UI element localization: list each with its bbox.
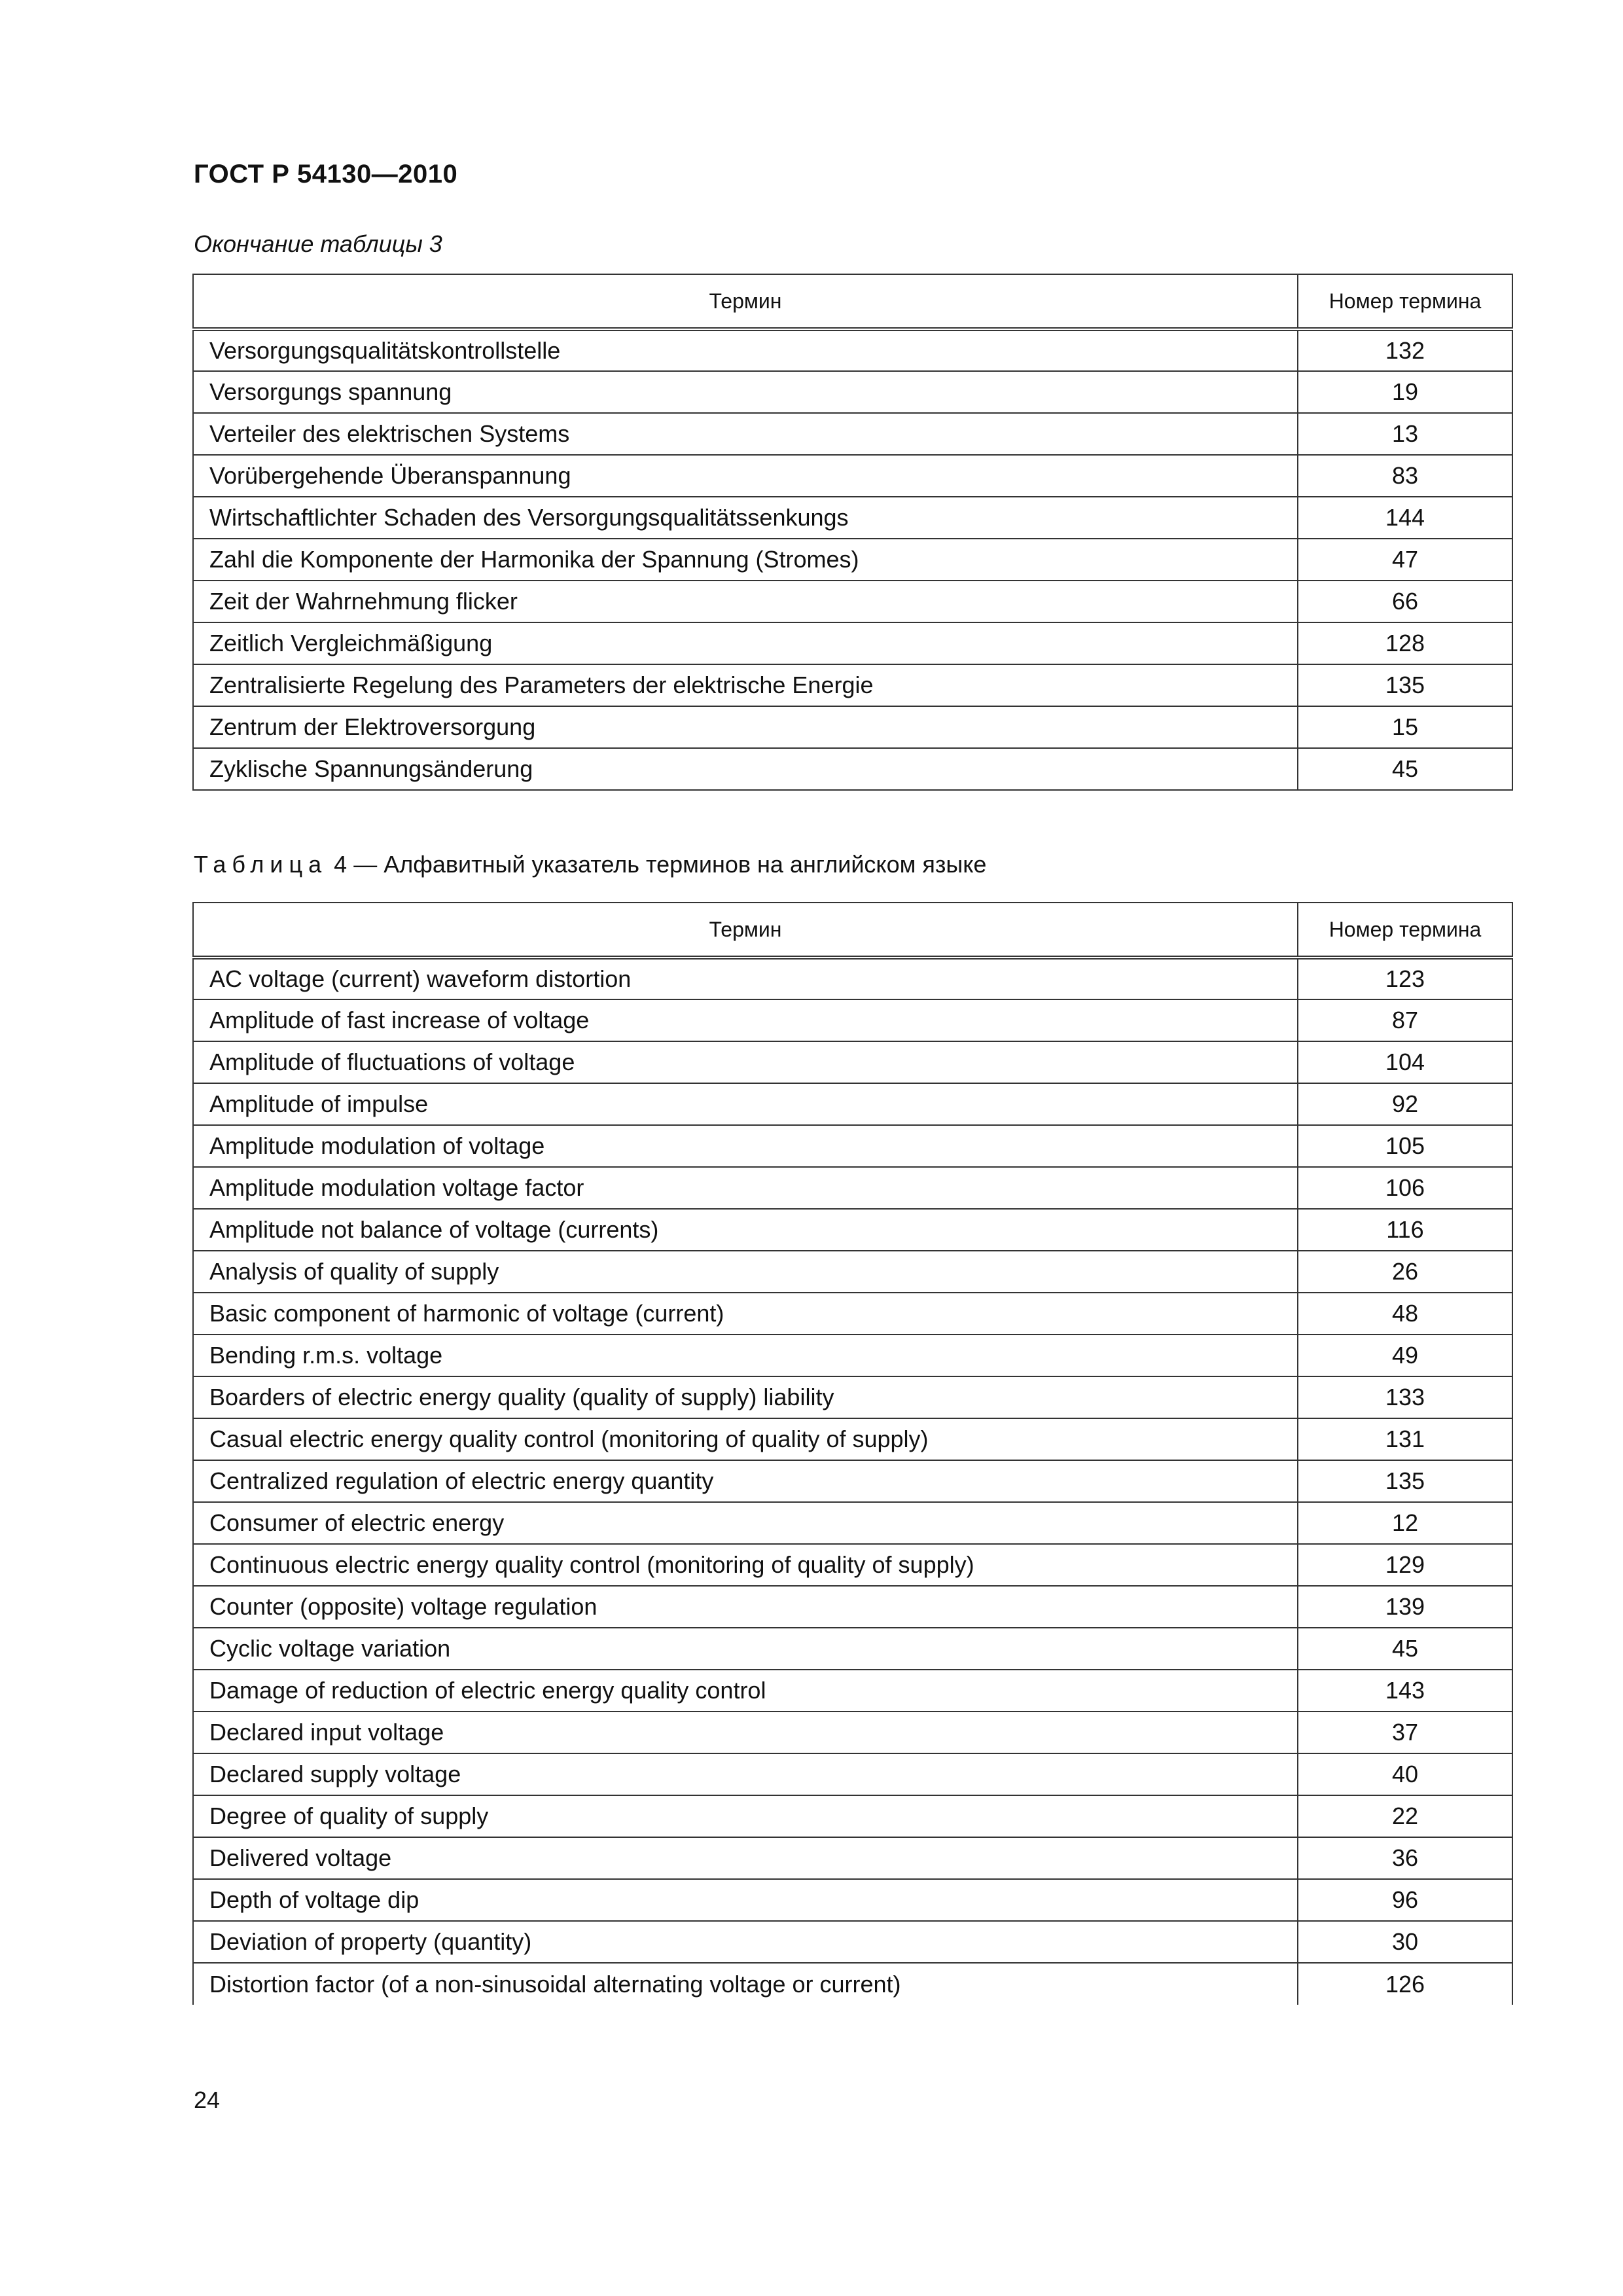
term-cell: Amplitude modulation voltage factor [193,1167,1298,1209]
table-row [193,1879,1512,1921]
table-row [193,1670,1512,1712]
table-row [193,1753,1512,1795]
term-number-cell: 144 [1298,497,1512,539]
term-cell: Declared input voltage [193,1712,1298,1753]
table3 [192,274,1512,791]
term-cell: Amplitude of impulse [193,1083,1298,1125]
term-number-cell: 106 [1298,1167,1512,1209]
term-cell: Casual electric energy quality control (monitoring of quality of supply) [193,1418,1298,1460]
term-number-cell: 45 [1298,748,1512,790]
term-number-cell: 96 [1298,1879,1512,1921]
term-cell: Zeitlich Vergleichmäßigung [193,622,1298,664]
term-number-cell: 135 [1298,664,1512,706]
table-row [193,1083,1512,1125]
table-row [193,581,1512,622]
table-row [193,1125,1512,1167]
table4-header-row [193,903,1512,958]
table-row [193,497,1512,539]
term-cell: Bending r.m.s. voltage [193,1335,1298,1376]
term-cell: Centralized regulation of electric energy quantity [193,1460,1298,1502]
table-row [193,706,1512,748]
table3-header-row [193,274,1512,329]
term-cell: AC voltage (current) waveform distortion [193,958,1298,999]
term-number-cell: 12 [1298,1502,1512,1544]
term-cell: Delivered voltage [193,1837,1298,1879]
term-cell: Zyklische Spannungsänderung [193,748,1298,790]
table-row [193,748,1512,790]
table-row [193,1837,1512,1879]
term-cell: Zeit der Wahrnehmung flicker [193,581,1298,622]
table-row [193,1712,1512,1753]
table4-body [193,958,1512,2005]
term-cell: Damage of reduction of electric energy quality control [193,1670,1298,1712]
term-cell: Degree of quality of supply [193,1795,1298,1837]
table-row [193,1921,1512,1963]
term-number-cell: 83 [1298,455,1512,497]
term-number-cell: 45 [1298,1628,1512,1670]
term-number-cell: 30 [1298,1921,1512,1963]
term-number-cell: 87 [1298,999,1512,1041]
term-cell: Counter (opposite) voltage regulation [193,1586,1298,1628]
term-number-cell: 92 [1298,1083,1512,1125]
term-number-cell: 123 [1298,958,1512,999]
standard-title: ГОСТ Р 54130—2010 [194,160,458,188]
table-row [193,1795,1512,1837]
table-row [193,1460,1512,1502]
term-number-cell: 143 [1298,1670,1512,1712]
term-number-cell: 129 [1298,1544,1512,1586]
table3-header-number: Номер термина [1298,274,1512,329]
table-row [193,1544,1512,1586]
table-row [193,1167,1512,1209]
table4-header-number: Номер термина [1298,903,1512,958]
term-cell: Amplitude of fast increase of voltage [193,999,1298,1041]
table-row [193,664,1512,706]
term-number-cell: 128 [1298,622,1512,664]
term-number-cell: 66 [1298,581,1512,622]
term-number-cell: 104 [1298,1041,1512,1083]
table-row [193,999,1512,1041]
table-row [193,1963,1512,2005]
term-number-cell: 40 [1298,1753,1512,1795]
term-cell: Cyclic voltage variation [193,1628,1298,1670]
table4-caption-text: — Алфавитный указатель терминов на английском языке [353,851,987,878]
term-number-cell: 37 [1298,1712,1512,1753]
page-number: 24 [194,2087,221,2113]
term-cell: Verteiler des elektrischen Systems [193,413,1298,455]
term-cell: Deviation of property (quantity) [193,1921,1298,1963]
table4-caption [194,851,986,878]
term-number-cell: 135 [1298,1460,1512,1502]
table4 [192,902,1512,2005]
table-row [193,1502,1512,1544]
table-row [193,455,1512,497]
term-number-cell: 126 [1298,1963,1512,2005]
term-number-cell: 133 [1298,1376,1512,1418]
table-row [193,539,1512,581]
table-row [193,1586,1512,1628]
table4-caption-number: 4 [334,851,348,878]
term-number-cell: 15 [1298,706,1512,748]
term-cell: Depth of voltage dip [193,1879,1298,1921]
term-number-cell: 49 [1298,1335,1512,1376]
term-cell: Analysis of quality of supply [193,1251,1298,1293]
term-cell: Continuous electric energy quality control (monitoring of quality of supply) [193,1544,1298,1586]
term-cell: Declared supply voltage [193,1753,1298,1795]
term-number-cell: 131 [1298,1418,1512,1460]
table-row [193,1251,1512,1293]
term-number-cell: 26 [1298,1251,1512,1293]
table-row [193,1209,1512,1251]
term-cell: Basic component of harmonic of voltage (current) [193,1293,1298,1335]
table-row [193,958,1512,999]
table-row [193,1628,1512,1670]
term-cell: Versorgungsqualitätskontrollstelle [193,329,1298,371]
table-row [193,1335,1512,1376]
term-number-cell: 48 [1298,1293,1512,1335]
term-cell: Consumer of electric energy [193,1502,1298,1544]
table4-caption-label: Таблица [194,851,328,878]
term-cell: Vorübergehende Überanspannung [193,455,1298,497]
term-number-cell: 36 [1298,1837,1512,1879]
table3-body [193,329,1512,790]
term-number-cell: 105 [1298,1125,1512,1167]
table3-caption: Окончание таблицы 3 [194,230,442,257]
term-cell: Amplitude modulation of voltage [193,1125,1298,1167]
table-row [193,371,1512,413]
table-row [193,622,1512,664]
term-cell: Zentralisierte Regelung des Parameters der elektrische Energie [193,664,1298,706]
term-number-cell: 22 [1298,1795,1512,1837]
term-number-cell: 47 [1298,539,1512,581]
term-number-cell: 116 [1298,1209,1512,1251]
term-cell: Distortion factor (of a non-sinusoidal alternating voltage or current) [193,1963,1298,2005]
term-cell: Amplitude not balance of voltage (currents) [193,1209,1298,1251]
term-number-cell: 19 [1298,371,1512,413]
table-row [193,1293,1512,1335]
table-row [193,1418,1512,1460]
term-cell: Versorgungs spannung [193,371,1298,413]
term-number-cell: 13 [1298,413,1512,455]
term-cell: Zahl die Komponente der Harmonika der Spannung (Stromes) [193,539,1298,581]
term-number-cell: 139 [1298,1586,1512,1628]
term-number-cell: 132 [1298,329,1512,371]
term-cell: Boarders of electric energy quality (quality of supply) liability [193,1376,1298,1418]
term-cell: Zentrum der Elektroversorgung [193,706,1298,748]
table-row [193,1041,1512,1083]
table4-header-term: Термин [193,903,1298,958]
table3-header-term: Термин [193,274,1298,329]
term-cell: Amplitude of fluctuations of voltage [193,1041,1298,1083]
term-cell: Wirtschaftlichter Schaden des Versorgungsqualitätssenkungs [193,497,1298,539]
table-row [193,1376,1512,1418]
table-row [193,413,1512,455]
table-row [193,329,1512,371]
